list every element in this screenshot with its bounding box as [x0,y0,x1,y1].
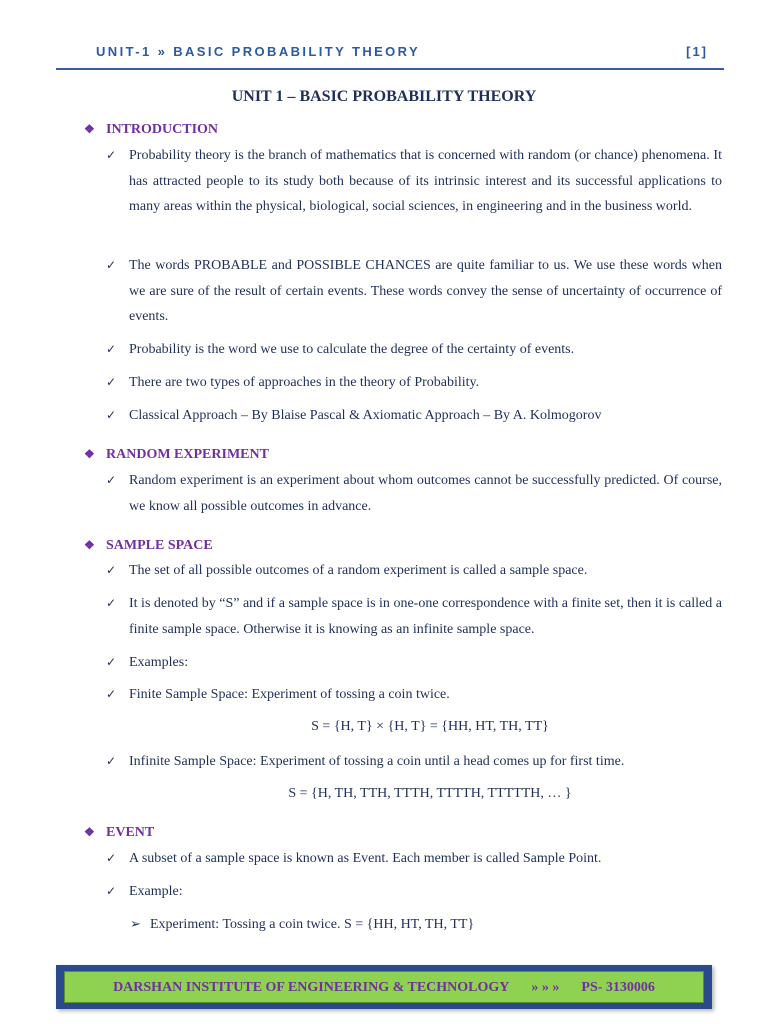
check-mark-icon: ✓ [106,884,117,898]
list-item: ✓ There are two types of approaches in the theory of Probability. [106,370,722,396]
diamond-bullet-icon: ❖ [84,122,95,136]
footer-course-code: PS- 3130006 [581,980,655,995]
check-mark-icon: ✓ [106,342,117,356]
list-item: ✓ Probability is the word we use to calculate the degree of the certainty of events. [106,337,722,363]
header-page-number: [1] [686,44,708,59]
diamond-bullet-icon: ❖ [84,825,95,839]
list-item: ✓ It is denoted by “S” and if a sample space is in one-one correspondence with a finite set, then it is called a finite sample space. Otherwise it is knowing as an infinite sample space. [106,591,722,642]
list-item: ✓ The set of all possible outcomes of a random experiment is called a sample space. [106,558,722,584]
section-heading-random-experiment: ❖ RANDOM EXPERIMENT [84,447,269,462]
list-item: ✓ Classical Approach – By Blaise Pascal & Axiomatic Approach – By A. Kolmogorov [106,403,722,429]
list-item: ✓ Probability theory is the branch of mathematics that is concerned with random (or chance) phenomena. It has attracted people to its study both because of its intrinsic interest and its successful applications to many areas within the physical, biological, social sciences, in engineering and in the business world. [106,143,722,220]
list-item: ✓ Example: [106,879,722,905]
list-item: ✓ Random experiment is an experiment about whom outcomes cannot be successfully predicted. Of course, we know all possible outcomes in advance. [106,468,722,519]
diamond-bullet-icon: ❖ [84,447,95,461]
check-mark-icon: ✓ [106,851,117,865]
page-header [96,44,708,64]
list-item: ✓ Infinite Sample Space: Experiment of tossing a coin until a head comes up for first time. [106,749,722,775]
list-item: ✓ The words PROBABLE and POSSIBLE CHANCES are quite familiar to us. We use these words when we are sure of the result of certain events. These words convey the sense of uncertainty of occurrence of events. [106,253,722,330]
check-mark-icon: ✓ [106,258,117,272]
check-mark-icon: ✓ [106,754,117,768]
header-divider [56,68,724,70]
list-item: ✓ Finite Sample Space: Experiment of tossing a coin twice. [106,682,722,708]
section-heading-event: ❖ EVENT [84,825,155,840]
diamond-bullet-icon: ❖ [84,538,95,552]
footer-separator: » » » [531,980,560,995]
check-mark-icon: ✓ [106,148,117,162]
header-unit-title: UNIT-1 » BASIC PROBABILITY THEORY [96,44,421,59]
list-item: ✓ A subset of a sample space is known as Event. Each member is called Sample Point. [106,846,722,872]
document-title: UNIT 1 – BASIC PROBABILITY THEORY [231,88,537,105]
check-mark-icon: ✓ [106,596,117,610]
formula-finite-sample-space: S = {H, T} × {H, T} = {HH, HT, TH, TT} [311,719,549,734]
footer-institute: DARSHAN INSTITUTE OF ENGINEERING & TECHNOLOGY [113,980,510,995]
footer-banner [64,971,704,1003]
check-mark-icon: ✓ [106,408,117,422]
check-mark-icon: ✓ [106,655,117,669]
section-heading-introduction: ❖ INTRODUCTION [84,122,219,137]
footer-text [65,980,703,996]
check-mark-icon: ✓ [106,375,117,389]
page-footer [56,965,712,1009]
arrow-bullet-icon: ➢ [130,917,141,932]
check-mark-icon: ✓ [106,563,117,577]
check-mark-icon: ✓ [106,687,117,701]
check-mark-icon: ✓ [106,473,117,487]
sub-list-item: ➢ Experiment: Tossing a coin twice. S = {HH, HT, TH, TT} [130,917,475,932]
section-heading-sample-space: ❖ SAMPLE SPACE [84,538,213,553]
list-item: ✓ Examples: [106,650,722,676]
formula-infinite-sample-space: S = {H, TH, TTH, TTTH, TTTTH, TTTTTH, … } [288,786,572,801]
